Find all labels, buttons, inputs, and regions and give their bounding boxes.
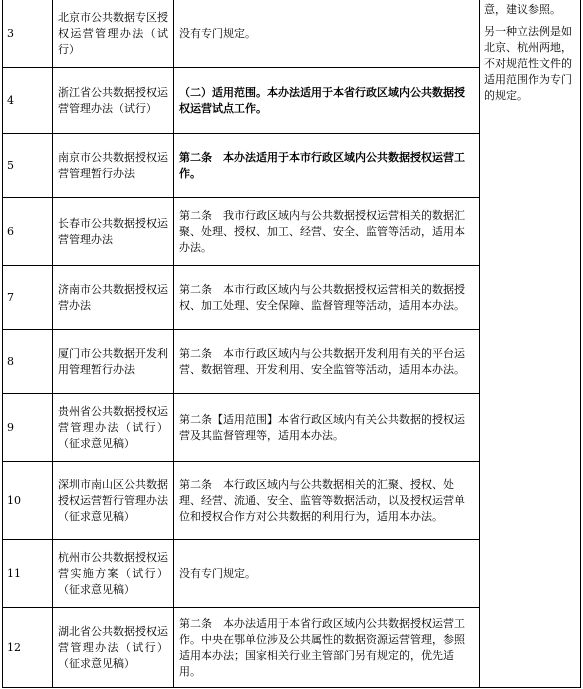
scope-provision: 第二条 本行政区域内与公共数据相关的汇聚、授权、处理、经营、流通、安全、监管等数据活动，以及授权运营单位和授权合作方对公共数据的利用行为，适用本办法。	[174, 462, 480, 540]
scope-provision: 第二条 本办法适用于本市行政区域内公共数据授权运营工作。	[174, 134, 480, 198]
row-number: 6	[3, 198, 53, 266]
regulation-name: 济南市公共数据授权运营办法	[53, 266, 174, 330]
regulation-name: 杭州市公共数据授权运营实施方案（试行）（征求意见稿）	[53, 540, 174, 608]
row-number: 3	[3, 0, 53, 68]
scope-provision: （二）适用范围。本办法适用于本省行政区域内公共数据授权运营试点工作。	[174, 68, 480, 134]
scope-provision: 第二条 本办法适用于本省行政区域内公共数据授权运营工作。中央在鄂单位涉及公共属性的数据资源运营管理，参照适用本办法；国家相关行业主管部门另有规定的，优先适用。	[174, 608, 480, 688]
scope-provision: 第二条 我市行政区域内与公共数据授权运营相关的数据汇聚、处理、授权、加工、经营、安全、监管等活动，适用本办法。	[174, 198, 480, 266]
regulation-name: 湖北省公共数据授权运营管理办法（试行）（征求意见稿）	[53, 608, 174, 688]
regulation-name: 浙江省公共数据授权运营管理办法（试行）	[53, 68, 174, 134]
row-number: 4	[3, 68, 53, 134]
scope-provision: 第二条【适用范围】本省行政区域内有关公共数据的授权运营及其监督管理等，适用本办法。	[174, 394, 480, 462]
scope-provision: 没有专门规定。	[174, 540, 480, 608]
table-row	[3, 0, 581, 68]
remark-text: 另一种立法例是如北京、杭州两地，不对规范性文件的适用范围作为专门的规定。	[484, 25, 572, 102]
row-number: 12	[3, 608, 53, 688]
row-number: 10	[3, 462, 53, 540]
scope-provision: 第二条 本市行政区域内与公共数据开发利用有关的平台运营、数据管理、开发利用、安全监管等活动，适用本办法。	[174, 330, 480, 394]
row-number: 7	[3, 266, 53, 330]
scope-provision: 第二条 本市行政区域内与公共数据授权运营相关的数据授权、加工处理、安全保障、监督管理等活动，适用本办法。	[174, 266, 480, 330]
remark-cell	[480, 0, 581, 688]
row-number: 8	[3, 330, 53, 394]
row-number: 11	[3, 540, 53, 608]
scope-provision: 没有专门规定。	[174, 0, 480, 68]
row-number: 5	[3, 134, 53, 198]
remark-text: 意，建议参照。	[484, 3, 561, 16]
regulation-name: 北京市公共数据专区授权运营管理办法（试行）	[53, 0, 174, 68]
regulation-name: 深圳市南山区公共数据授权运营暂行管理办法（征求意见稿）	[53, 462, 174, 540]
regulation-name: 贵州省公共数据授权运营管理办法（试行）（征求意见稿）	[53, 394, 174, 462]
regulation-name: 厦门市公共数据开发利用管理暂行办法	[53, 330, 174, 394]
row-number: 9	[3, 394, 53, 462]
regulation-name: 南京市公共数据授权运营管理暂行办法	[53, 134, 174, 198]
regulation-name: 长春市公共数据授权运营管理办法	[53, 198, 174, 266]
regulation-table	[2, 0, 581, 688]
